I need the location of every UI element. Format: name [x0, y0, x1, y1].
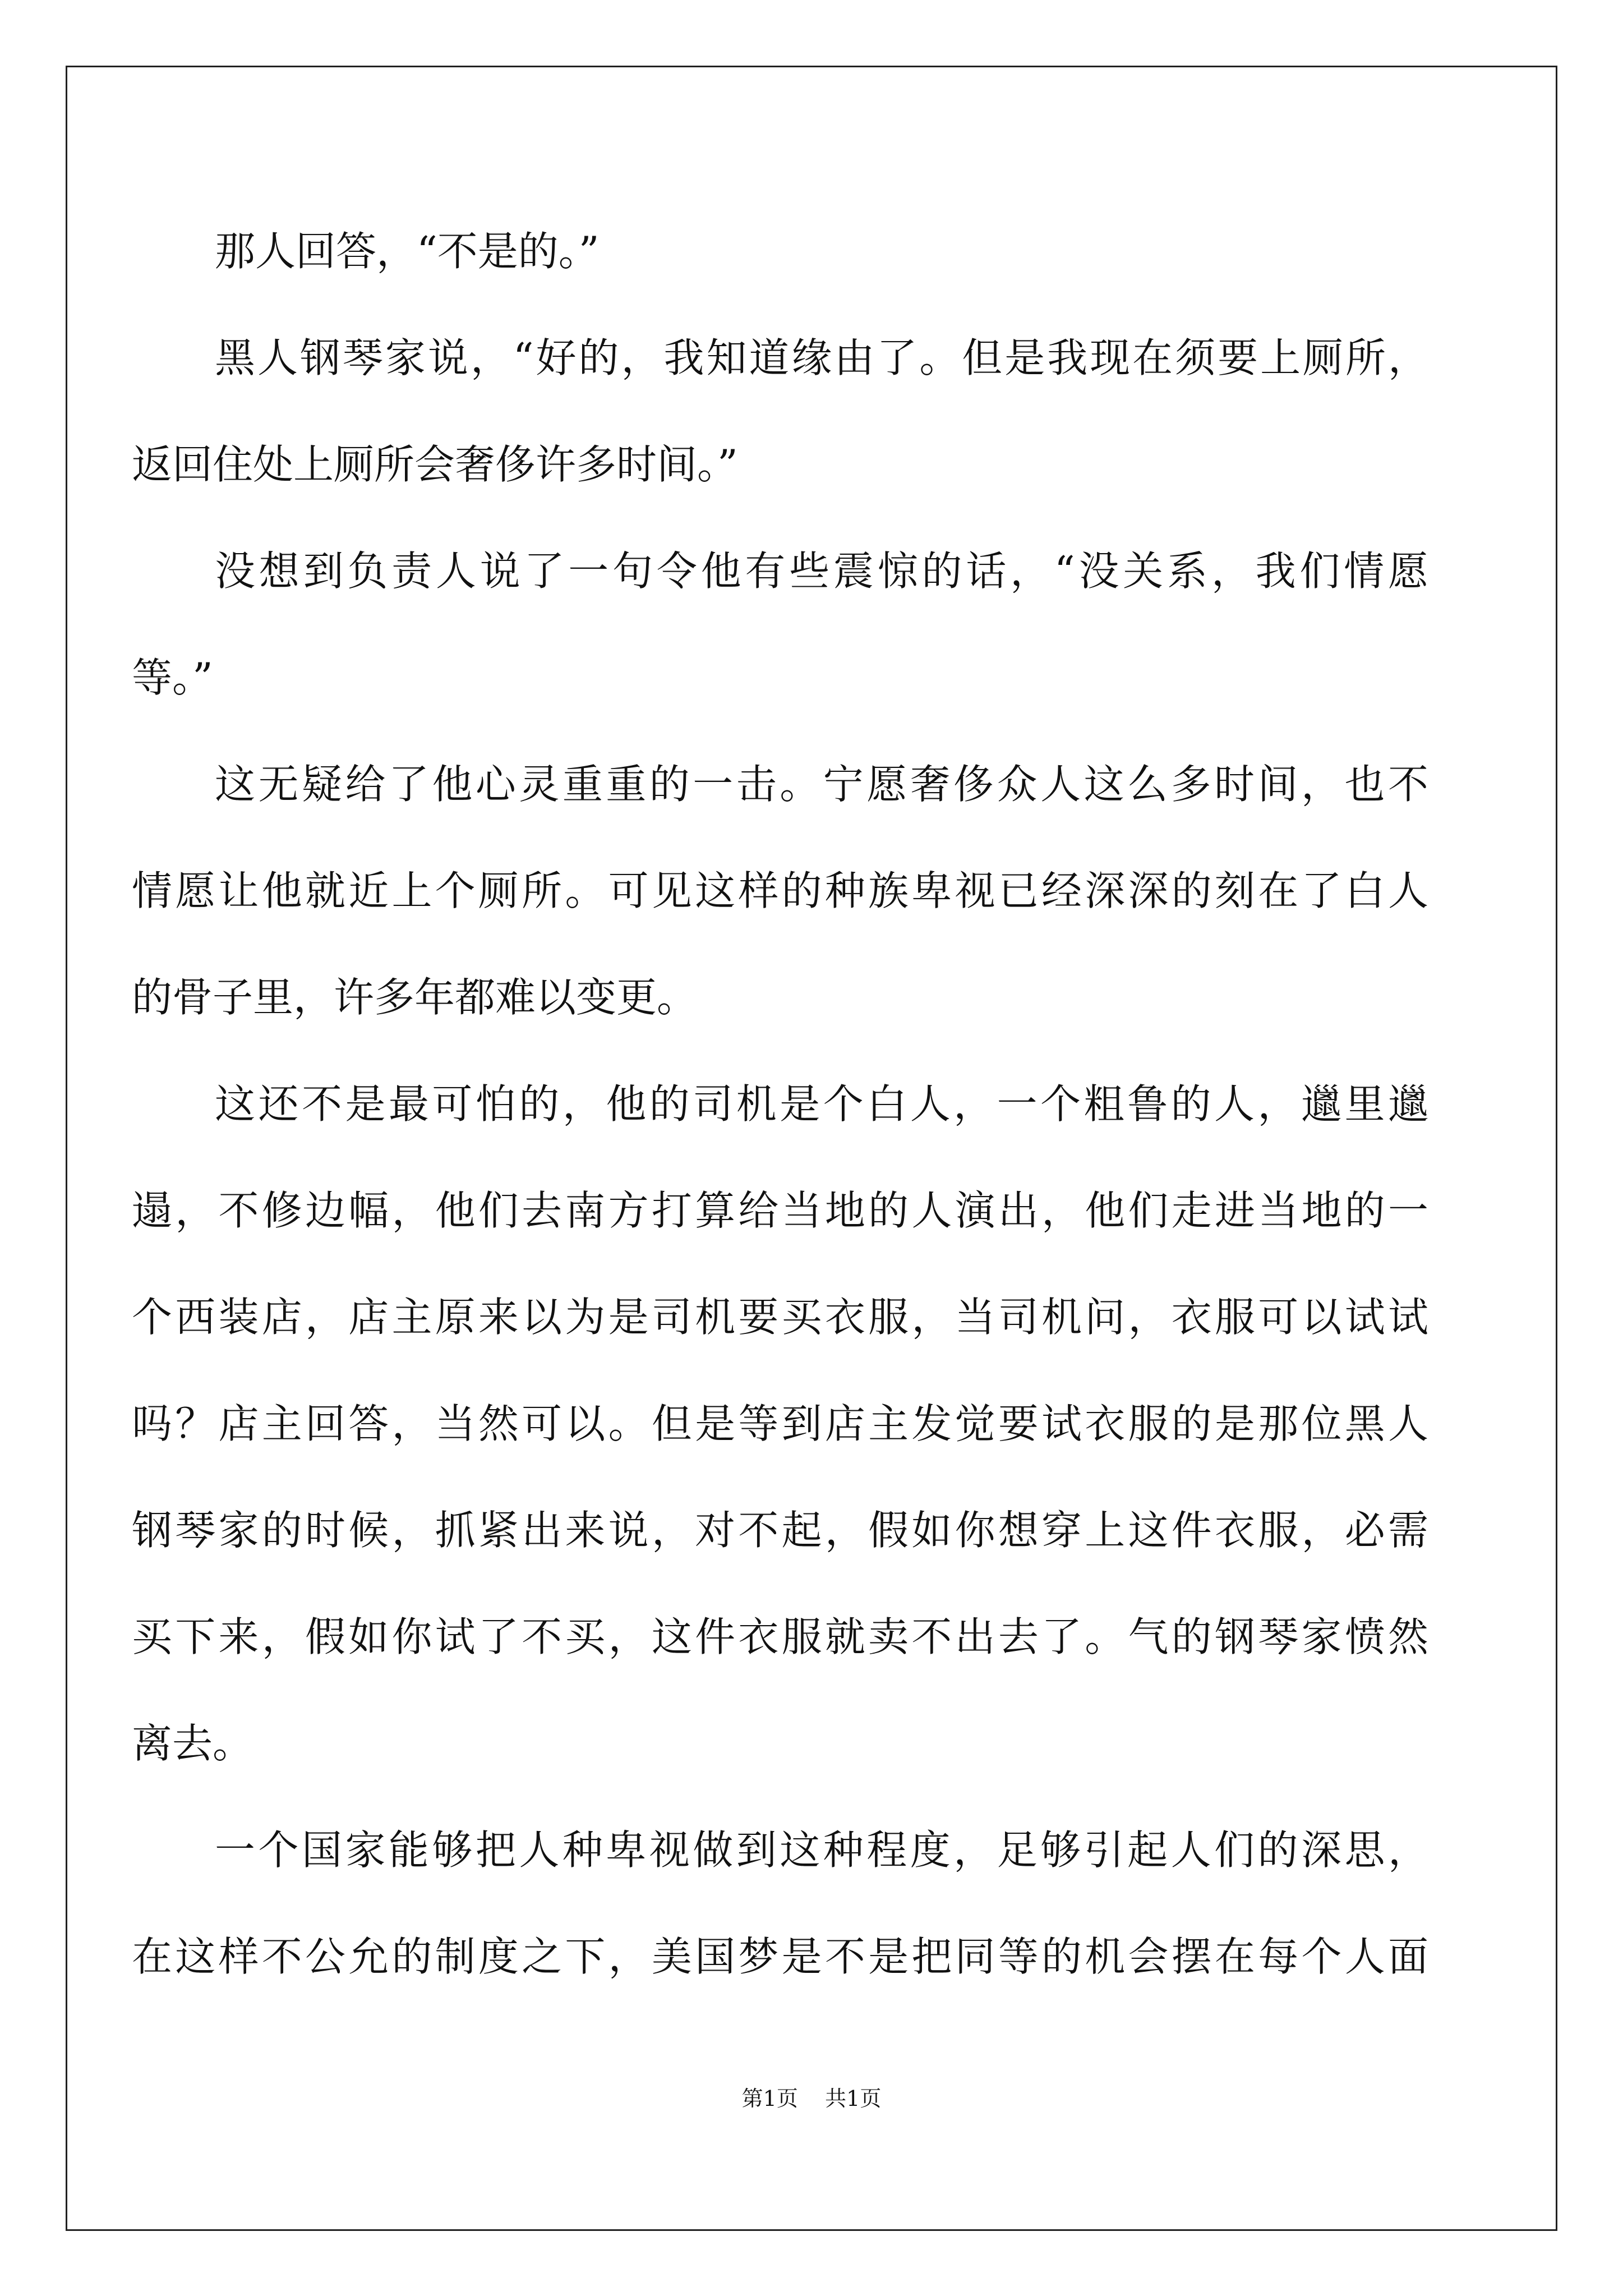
paragraph-line: 买下来，假如你试了不买，这件衣服就卖不出去了。气的钢琴家愤然 — [132, 1613, 1428, 1660]
paragraph-line: 吗？店主回答，当然可以。但是等到店主发觉要试衣服的是那位黑人 — [132, 1400, 1428, 1447]
paragraph-line: 钢琴家的时候，抓紧出来说，对不起，假如你想穿上这件衣服，必需 — [132, 1507, 1428, 1554]
paragraph-line: 那人回答，“不是的。” — [215, 228, 600, 275]
paragraph-line: 这无疑给了他心灵重重的一击。宁愿奢侈众人这么多时间，也不 — [215, 761, 1428, 808]
paragraph-line: 在这样不公允的制度之下，美国梦是不是把同等的机会摆在每个人面 — [132, 1933, 1428, 1980]
paragraph-line: 情愿让他就近上个厕所。可见这样的种族卑视已经深深的刻在了白人 — [132, 867, 1428, 914]
paragraph-line: 遢，不修边幅，他们去南方打算给当地的人演出，他们走进当地的一 — [132, 1187, 1428, 1234]
paragraph-line: 的骨子里，许多年都难以变更。 — [132, 974, 698, 1021]
page-border — [66, 66, 1557, 2231]
paragraph-line: 这还不是最可怕的，他的司机是个白人，一个粗鲁的人，邋里邋 — [215, 1080, 1428, 1128]
paragraph-line: 等。” — [132, 654, 213, 701]
paragraph-line: 一个国家能够把人种卑视做到这种程度，足够引起人们的深思， — [215, 1826, 1428, 1874]
paragraph-line: 黑人钢琴家说，“好的，我知道缘由了。但是我现在须要上厕所， — [215, 334, 1428, 381]
paragraph-line: 没想到负责人说了一句令他有些震惊的话，“没关系，我们情愿 — [215, 547, 1428, 595]
paragraph-line: 返回住处上厕所会奢侈许多时间。” — [132, 441, 738, 488]
paragraph-line: 个西装店，店主原来以为是司机要买衣服，当司机问，衣服可以试试 — [132, 1294, 1428, 1341]
page-footer: 第1页 共1页 — [741, 2086, 882, 2111]
paragraph-line: 离去。 — [132, 1720, 253, 1767]
